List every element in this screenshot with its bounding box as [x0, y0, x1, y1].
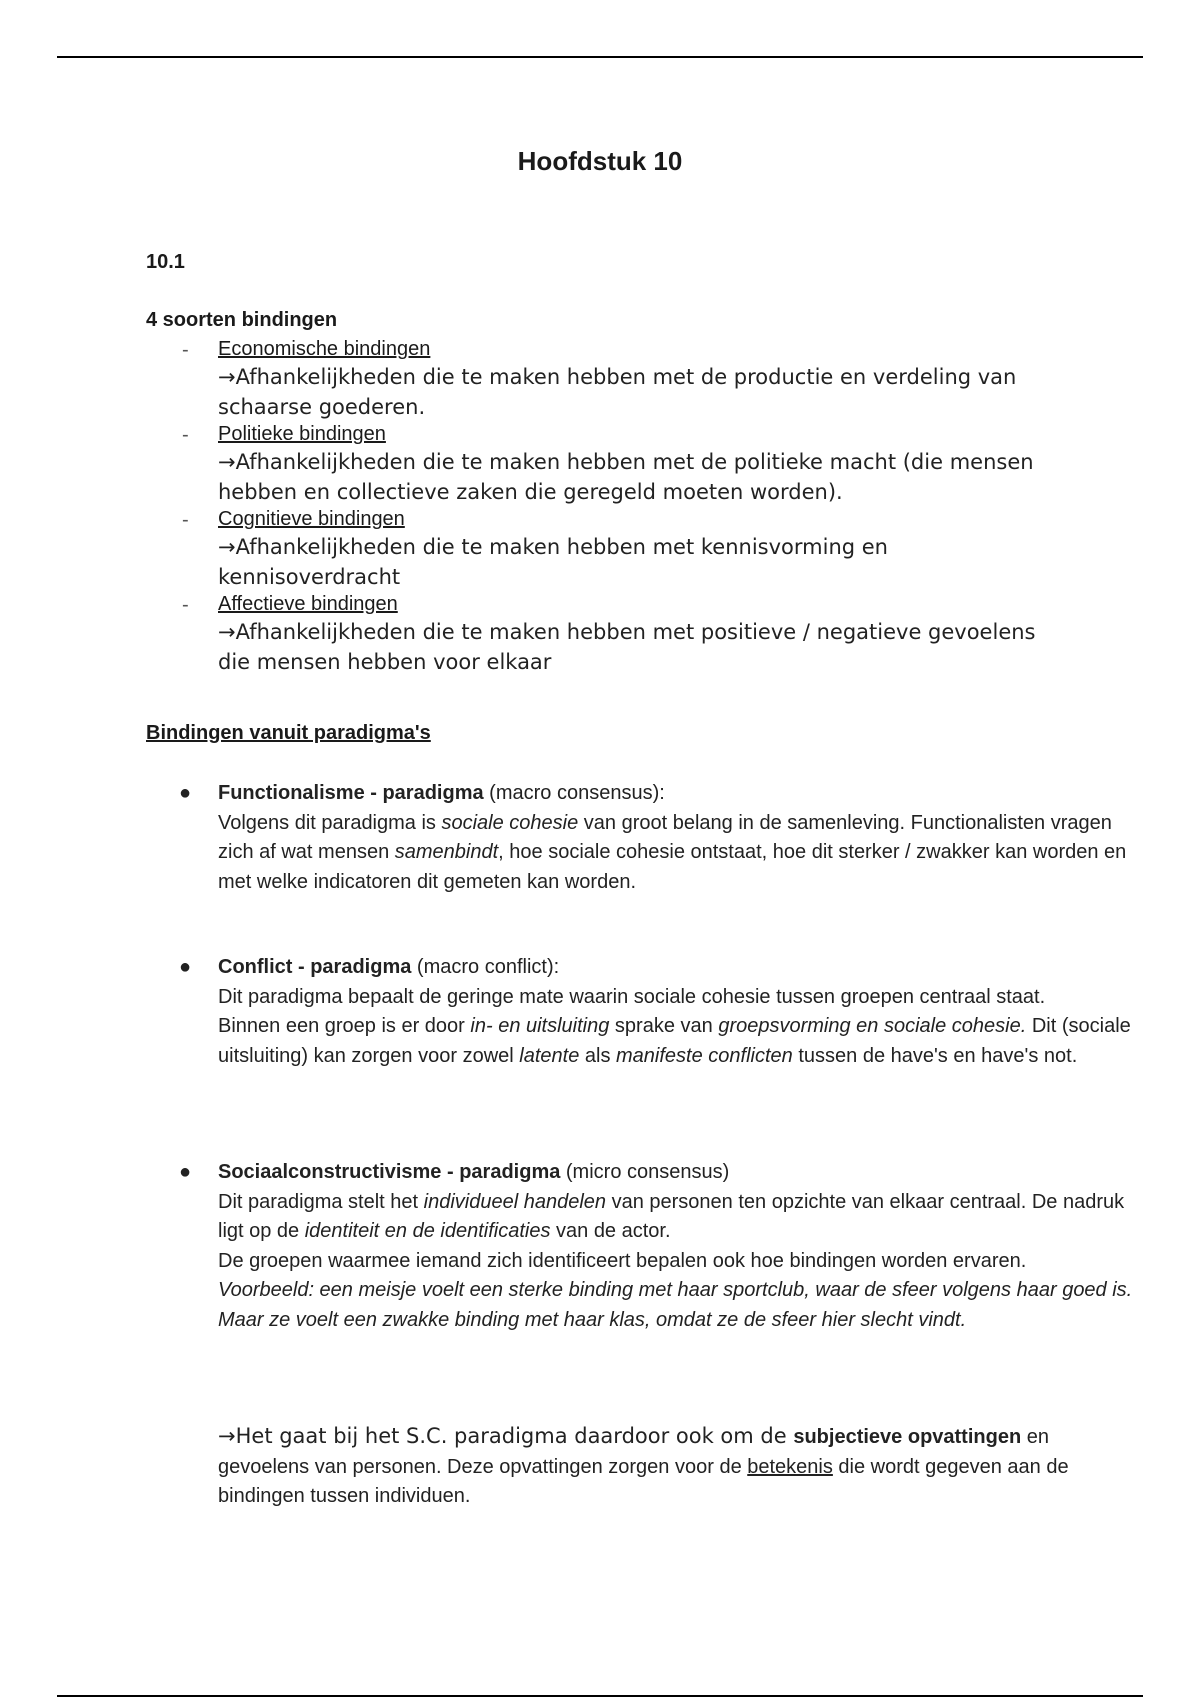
paradigm-title: Conflict - paradigma (macro conflict):: [218, 956, 560, 978]
binding-item-political: [146, 422, 1046, 507]
binding-item-affective: [146, 592, 1046, 677]
binding-name: Cognitieve bindingen: [218, 508, 405, 530]
bottom-rule: [57, 1695, 1143, 1697]
dash-marker: -: [182, 509, 189, 531]
binding-description: →Afhankelijkheden die te maken hebben met kennisvorming en kennisoverdracht: [218, 535, 888, 589]
bullet-icon: ●: [179, 956, 192, 978]
paradigm-body: Dit paradigma stelt het individueel handelen van personen ten opzichte van elkaar centraal. De nadruk ligt op de identiteit en de identificaties van de actor.: [218, 1190, 1125, 1242]
binding-item-economic: [146, 337, 1046, 422]
dash-marker: -: [182, 594, 189, 616]
binding-description: →Afhankelijkheden die te maken hebben met de politieke macht (die mensen hebben en collectieve zaken die geregeld moeten worden).: [218, 450, 1034, 504]
page-title: Hoofdstuk 10: [517, 146, 683, 176]
binding-name: Affectieve bindingen: [218, 593, 398, 615]
section-number: 10.1: [146, 251, 185, 273]
paradigm-title: Sociaalconstructivisme - paradigma (micro consensus): [218, 1161, 730, 1183]
arrow-icon: →: [218, 535, 236, 559]
arrow-icon: →: [218, 450, 236, 474]
conclusion-paragraph: →Het gaat bij het S.C. paradigma daardoor ook om de subjectieve opvattingen en gevoelens van personen. Deze opvattingen zorgen voor de betekenis die wordt gegeven aan de bindingen tussen individuen.: [218, 1424, 1069, 1507]
dash-marker: -: [182, 424, 189, 446]
paradigm-title: Functionalisme - paradigma (macro consensus):: [218, 782, 665, 804]
paradigm-conflict: [146, 953, 1138, 1071]
bullet-icon: ●: [179, 782, 192, 804]
binding-description: →Afhankelijkheden die te maken hebben met positieve / negatieve gevoelens die mensen hebben voor elkaar: [218, 620, 1036, 674]
paradigm-example: Voorbeeld: een meisje voelt een sterke binding met haar sportclub, waar de sfeer volgens haar goed is. Maar ze voelt een zwakke binding met haar klas, omdat ze de sfeer hier slecht vindt.: [218, 1279, 1133, 1331]
arrow-icon: →: [218, 620, 236, 644]
paradigm-body: Binnen een groep is er door in- en uitsluiting sprake van groepsvorming en sociale cohesie. Dit (sociale uitsluiting) kan zorgen voor zowel latente als manifeste conflicten tussen de have's en have's not.: [218, 1015, 1131, 1067]
binding-description: →Afhankelijkheden die te maken hebben met de productie en verdeling van schaarse goederen.: [218, 365, 1017, 419]
dash-marker: -: [182, 339, 189, 361]
binding-name: Economische bindingen: [218, 338, 431, 360]
paradigm-body: Volgens dit paradigma is sociale cohesie van groot belang in de samenleving. Functionalisten vragen zich af wat mensen samenbindt, hoe sociale cohesie ontstaat, hoe dit sterker / zwakker kan worden en met welke indicatoren dit gemeten kan worden.: [218, 811, 1127, 893]
paradigm-body: De groepen waarmee iemand zich identificeert bepalen ook hoe bindingen worden ervaren.: [218, 1249, 1027, 1272]
bindings-heading: 4 soorten bindingen: [146, 309, 338, 331]
paradigm-functionalism: [146, 779, 1138, 897]
paradigms-heading: Bindingen vanuit paradigma's: [146, 722, 431, 744]
binding-item-cognitive: [146, 507, 1046, 592]
top-rule: [57, 56, 1143, 58]
bullet-icon: ●: [179, 1161, 192, 1183]
binding-name: Politieke bindingen: [218, 423, 386, 445]
arrow-icon: →: [218, 1424, 236, 1448]
paradigm-social-constructivism: [146, 1158, 1138, 1335]
arrow-icon: →: [218, 365, 236, 389]
paradigm-body: Dit paradigma bepaalt de geringe mate waarin sociale cohesie tussen groepen centraal staat.: [218, 985, 1046, 1008]
bindings-list: [146, 337, 1046, 677]
